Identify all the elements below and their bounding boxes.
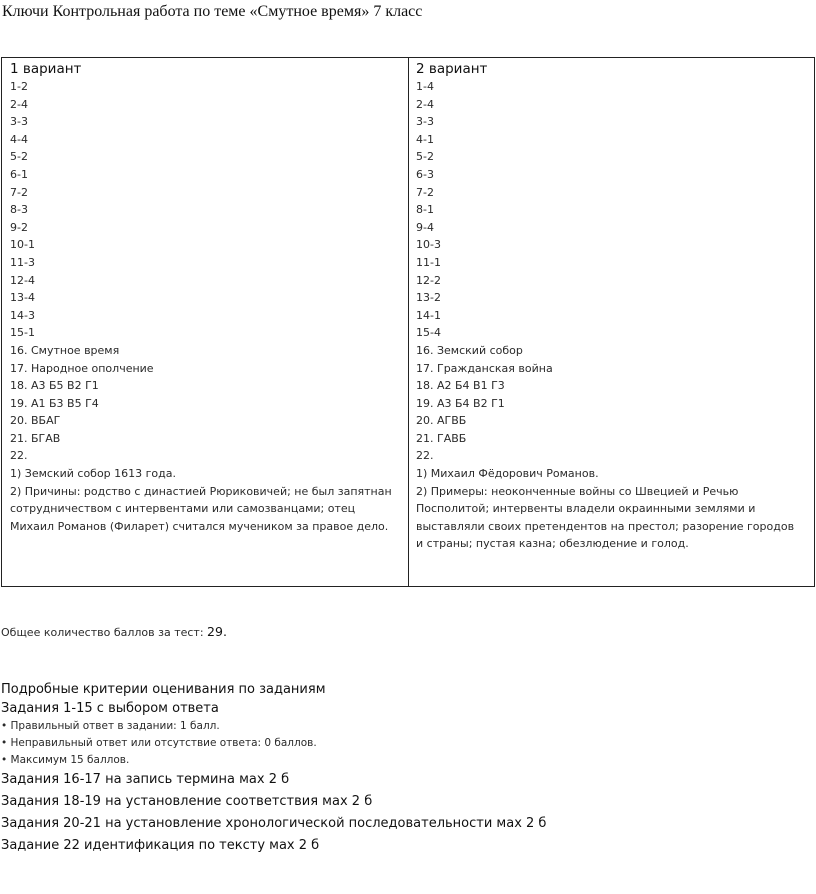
- total-score-value: 29.: [207, 624, 227, 639]
- answer-line: 11-3: [10, 255, 35, 269]
- answer-line: 18. А3 Б5 В2 Г1: [10, 379, 99, 393]
- criteria-section-1: Задания 1-15 с выбором ответа: [1, 701, 219, 716]
- variant-1-heading: 1 вариант: [10, 61, 82, 77]
- criteria-bullet: • Максимум 15 баллов.: [1, 754, 130, 766]
- criteria-item: Задания 16-17 на запись термина мах 2 б: [1, 772, 290, 787]
- grading-criteria: [1, 680, 811, 857]
- answer-line: 2-4: [416, 97, 434, 111]
- answer-line: 7-2: [416, 185, 434, 199]
- answer-line: 9-2: [10, 220, 28, 234]
- answer-line: 22.: [416, 449, 434, 463]
- answer-line: 5-2: [416, 150, 434, 164]
- answer-line: 7-2: [10, 185, 28, 199]
- answer-line: 3-3: [10, 115, 28, 129]
- page-title: Ключи Контрольная работа по теме «Смутное время» 7 класс: [2, 3, 423, 20]
- answer-line: 12-2: [416, 273, 441, 287]
- answer-line: 19. А3 Б4 В2 Г1: [416, 396, 505, 410]
- answer-line: 10-1: [10, 238, 35, 252]
- answer-line: 15-4: [416, 326, 441, 340]
- answer-line: 5-2: [10, 150, 28, 164]
- answer-line: 9-4: [416, 220, 434, 234]
- variant-1-paragraph: 2) Причины: родство с династией Рюриковичей; не был запятнан сотрудничеством с интервентами или самозванцами; отец Михаил Романов (Филарет) считался мучеником за правое дело.: [10, 484, 392, 533]
- answer-line: 13-4: [10, 291, 35, 305]
- answer-line: 1-4: [416, 80, 434, 93]
- answer-line: 19. А1 Б3 В5 Г4: [10, 396, 99, 410]
- answer-line: 20. АГВБ: [416, 414, 467, 428]
- total-score: [1, 624, 227, 639]
- answer-line: 15-1: [10, 326, 35, 340]
- answer-line: 14-1: [416, 308, 441, 322]
- answer-line: 16. Земский собор: [416, 343, 523, 357]
- answer-line: 6-3: [416, 167, 434, 181]
- answer-line: 3-3: [416, 115, 434, 129]
- answer-line: 11-1: [416, 255, 441, 269]
- answer-line: 10-3: [416, 238, 441, 252]
- answer-line: 12-4: [10, 273, 35, 287]
- answer-line: 21. ГАВБ: [416, 431, 467, 445]
- answer-line: 8-1: [416, 203, 434, 217]
- total-score-label: Общее количество баллов за тест:: [1, 626, 204, 639]
- answer-line: 22.: [10, 449, 28, 463]
- criteria-item: Задания 18-19 на установление соответствия мах 2 б: [1, 794, 373, 809]
- criteria-item: Задания 20-21 на установление хронологической последовательности мах 2 б: [1, 816, 547, 831]
- variant-1-answers: [10, 78, 408, 483]
- criteria-bullet: • Правильный ответ в задании: 1 балл.: [1, 720, 220, 732]
- answer-line: 4-1: [416, 132, 434, 146]
- answer-line: 17. Народное ополчение: [10, 361, 154, 375]
- variant-1-column: [2, 58, 409, 586]
- variant-2-paragraph: 2) Примеры: неоконченные войны со Швецией и Речью Посполитой; интервенты владели окраинными землями и выставляли своих претендентов на престол; разорение городов и страны; пустая казна; обезлюдение и голод.: [416, 484, 795, 551]
- answer-line: 14-3: [10, 308, 35, 322]
- answer-line: 2-4: [10, 97, 28, 111]
- answer-line: 18. А2 Б4 В1 Г3: [416, 379, 505, 393]
- criteria-title: Подробные критерии оценивания по заданиям: [1, 682, 326, 697]
- answer-line: 17. Гражданская война: [416, 361, 553, 375]
- answer-line: 1) Земский собор 1613 года.: [10, 467, 177, 481]
- answer-line: 16. Смутное время: [10, 343, 120, 357]
- criteria-item: Задание 22 идентификация по тексту мах 2 б: [1, 838, 320, 853]
- criteria-bullet: • Неправильный ответ или отсутствие ответа: 0 баллов.: [1, 737, 317, 749]
- answer-line: 4-4: [10, 132, 28, 146]
- answer-line: 1) Михаил Фёдорович Романов.: [416, 467, 599, 481]
- criteria-bullets: [1, 718, 811, 769]
- variant-2-heading: 2 вариант: [416, 61, 488, 77]
- answer-line: 20. ВБАГ: [10, 414, 61, 428]
- answer-line: 13-2: [416, 291, 441, 305]
- answer-line: 6-1: [10, 167, 28, 181]
- answer-line: 1-2: [10, 80, 28, 93]
- answer-keys-table: [1, 57, 815, 587]
- answer-line: 21. БГАВ: [10, 431, 61, 445]
- answer-line: 8-3: [10, 203, 28, 217]
- variant-2-column: [409, 58, 814, 586]
- variant-2-answers: [416, 78, 814, 483]
